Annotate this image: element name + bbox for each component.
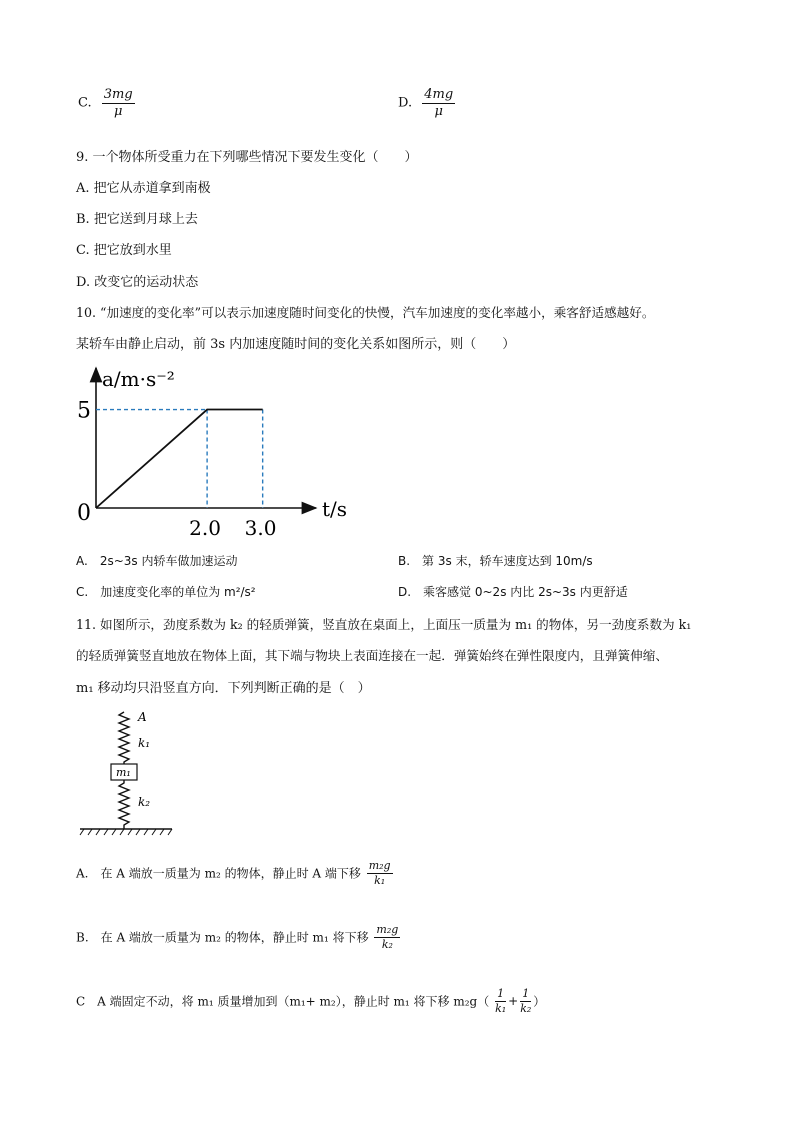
ground-hatching — [80, 829, 172, 835]
acceleration-time-chart — [74, 360, 348, 540]
q9-option-d: D. 改变它的运动状态 — [76, 275, 199, 290]
q11-stem-line2: 的轻质弹簧竖直地放在物体上面，其下端与物块上表面连接在一起．弹簧始终在弹性限度内，且弹簧伸缩、 — [76, 648, 668, 663]
q9-option-b: B. 把它送到月球上去 — [76, 212, 198, 227]
fraction: $\frac{3mg}{\mu}$ — [103, 87, 133, 119]
acceleration-series-line — [96, 410, 263, 508]
spring-k2 — [119, 780, 129, 829]
q9-option-c: C. 把它放到水里 — [76, 243, 172, 258]
x-tick-label: 3.0 — [244, 516, 277, 540]
q8-option-c — [78, 88, 135, 118]
origin-label: 0 — [77, 501, 91, 526]
q11-option-a — [76, 860, 393, 886]
spring-k1 — [119, 712, 129, 764]
label-m1: m₁ — [116, 766, 131, 779]
q11-stem-line3: m₁ 移动均只沿竖直方向．下列判断正确的是（ ） — [76, 681, 371, 696]
label-k1: k₁ — [138, 736, 151, 750]
y-tick-label: 5 — [77, 398, 91, 424]
label-k2: k₂ — [138, 795, 151, 809]
option-text: C A 端固定不动，将 m₁ 质量增加到（m₁+ m₂），静止时 m₁ 将下移 m₂g（ — [76, 994, 490, 1009]
option-label: D. — [398, 95, 413, 111]
fraction: $\frac{1}{\text{k₁}}$ — [495, 987, 507, 1015]
q9-stem: 9. 一个物体所受重力在下列哪些情况下要发生变化（ ） — [76, 150, 418, 165]
q10-stem-line2: 某轿车由静止启动，前 3s 内加速度随时间的变化关系如图所示，则（ ） — [76, 337, 516, 352]
y-axis-label: a/m·s⁻² — [102, 367, 175, 391]
option-text: B. 在 A 端放一质量为 m₂ 的物体，静止时 m₁ 将下移 — [76, 930, 369, 945]
x-tick-label: 2.0 — [189, 516, 221, 540]
fraction: $\frac{4mg}{\mu}$ — [424, 87, 454, 119]
fraction: $\frac{\text{m₂g}}{\text{k₂}}$ — [376, 923, 399, 951]
label-a: A — [138, 710, 147, 724]
spring-figure — [72, 706, 182, 836]
q11-stem-line1: 11. 如图所示，劲度系数为 k₂ 的轻质弹簧，竖直放在桌面上，上面压一质量为 m₁ 的物体，另一劲度系数为 k₁ — [76, 617, 692, 632]
option-label: C. — [78, 95, 92, 111]
fraction: $\frac{1}{\text{k₂}}$ — [520, 987, 532, 1015]
q11-option-c — [76, 988, 545, 1014]
q10-stem-line1: 10. “加速度的变化率”可以表示加速度随时间变化的快慢，汽车加速度的变化率越小，乘客舒适感越好。 — [76, 305, 655, 320]
q9-option-a: A. 把它从赤道拿到南极 — [76, 181, 211, 196]
q10-option-b: B. 第 3s 末，轿车速度达到 10m/s — [398, 554, 593, 568]
q10-option-d: D. 乘客感觉 0~2s 内比 2s~3s 内更舒适 — [398, 585, 628, 599]
q8-option-d — [398, 88, 455, 118]
x-axis-label: t/s — [322, 497, 348, 521]
fraction: $\frac{\text{m₂g}}{\text{k₁}}$ — [368, 859, 391, 887]
close-paren: ） — [533, 994, 546, 1009]
q10-option-c: C. 加速度变化率的单位为 m²/s² — [76, 585, 256, 599]
option-text: A. 在 A 端放一质量为 m₂ 的物体，静止时 A 端下移 — [76, 866, 361, 881]
q11-option-b — [76, 924, 400, 950]
plus-sign: + — [508, 994, 519, 1009]
q10-option-a: A. 2s~3s 内轿车做加速运动 — [76, 554, 238, 568]
